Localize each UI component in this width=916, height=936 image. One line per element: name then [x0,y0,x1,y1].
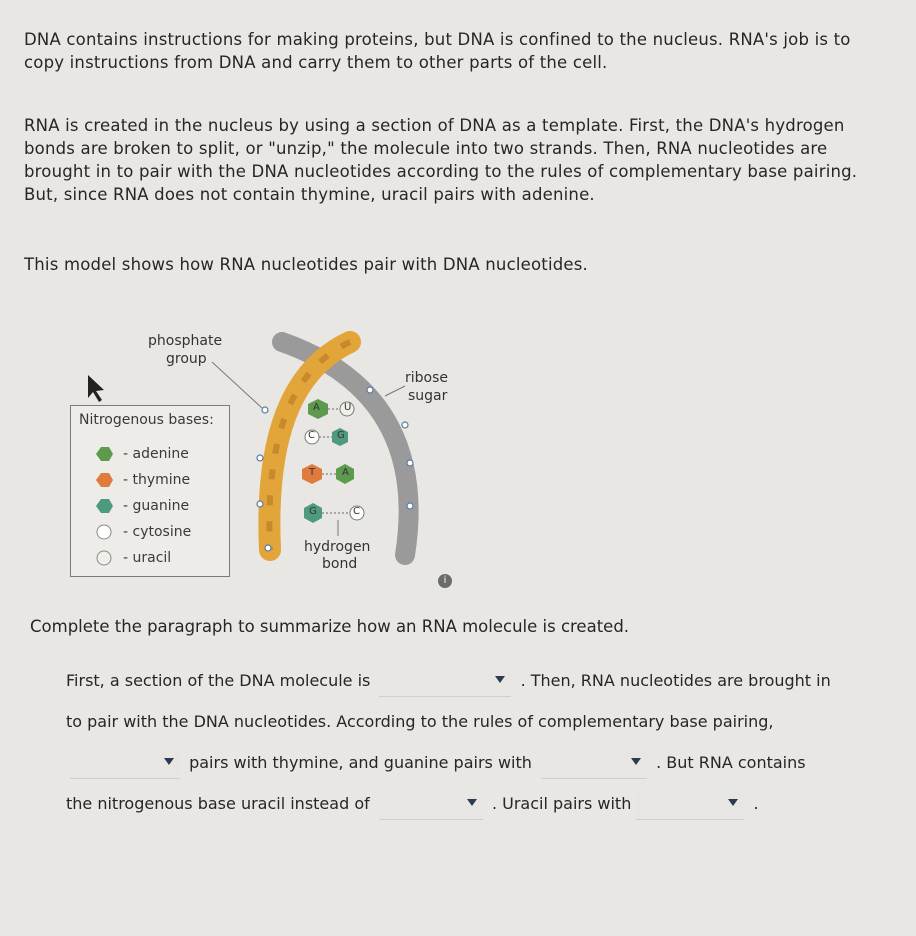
chevron-down-icon [728,799,738,806]
pair-1-left: A [313,402,320,413]
chevron-down-icon [495,676,505,683]
chevron-down-icon [164,758,174,765]
summary-text-5: . Uracil pairs with [491,794,632,813]
info-icon[interactable]: i [438,574,452,588]
intro-paragraph-1: DNA contains instructions for making proteins, but DNA is confined to the nucleus. RNA's job is to copy instructions from DNA and carry them to other parts of the cell. [24,30,851,72]
ribose-label-2: sugar [408,388,448,404]
summary-text-4: . But RNA contains the nitrogenous base uracil instead of [66,753,806,813]
legend-item-thymine [93,470,190,490]
cursor-icon [88,375,104,402]
chevron-down-icon [631,758,641,765]
summary-text-3: pairs with thymine, and guanine pairs with [189,753,532,772]
pair-3-right: A [342,467,349,478]
legend-guanine-text: - guanine [123,498,190,514]
pair-4-right: C [353,506,360,517]
hydrogen-label-2: bond [322,556,358,572]
phosphate-label-2: group [166,351,207,367]
dropdown-dna-action[interactable] [379,666,511,697]
chevron-down-icon [467,799,477,806]
legend-thymine-text: - thymine [123,472,191,488]
pair-2-left: C [308,430,315,441]
summary-text-2: . Then, RNA nucleotides are brought in to pair with the DNA nucleotides. According to the rules of complementary base pairing, [66,671,831,731]
intro-paragraph-3: This model shows how RNA nucleotides pair with DNA nucleotides. [24,255,589,274]
phosphate-label: phosphate [148,333,223,349]
pair-4-left: G [309,506,317,517]
pair-3-left: T [309,467,316,478]
ribose-label: ribose [405,370,449,386]
dropdown-guanine-pair[interactable] [541,748,647,779]
legend-item-guanine [93,496,189,516]
legend-cytosine-text: - cytosine [123,524,192,540]
legend-title: Nitrogenous bases: [79,412,214,428]
legend-item-uracil [93,548,171,568]
summary-paragraph [66,660,836,824]
pair-1-right: U [344,402,352,413]
summary-text-6: . [753,794,759,813]
hydrogen-label: hydrogen [304,539,371,555]
dropdown-pairs-with-thymine[interactable] [70,748,180,779]
dropdown-uracil-pairs-with[interactable] [636,789,744,820]
summary-text-1: First, a section of the DNA molecule is [66,671,371,690]
legend-adenine-text: - adenine [123,446,189,462]
instruction-text: Complete the paragraph to summarize how an RNA molecule is created. [30,617,630,636]
nitrogenous-bases-legend [70,405,230,577]
intro-paragraph-2: RNA is created in the nucleus by using a section of DNA as a template. First, the DNA's hydrogen bonds are broken to split, or "unzip," the molecule into two strands. Then, RNA nucleotides are brought in to pair with the DNA nucleotides according to the rules of complementary base pairing. But, since RNA does not contain thymine, uracil pairs with adenine. [24,116,858,204]
legend-item-adenine [93,444,189,464]
dropdown-uracil-instead-of[interactable] [379,789,483,820]
legend-uracil-text: - uracil [123,550,172,566]
pair-2-right: G [337,430,345,441]
legend-item-cytosine [93,522,191,542]
